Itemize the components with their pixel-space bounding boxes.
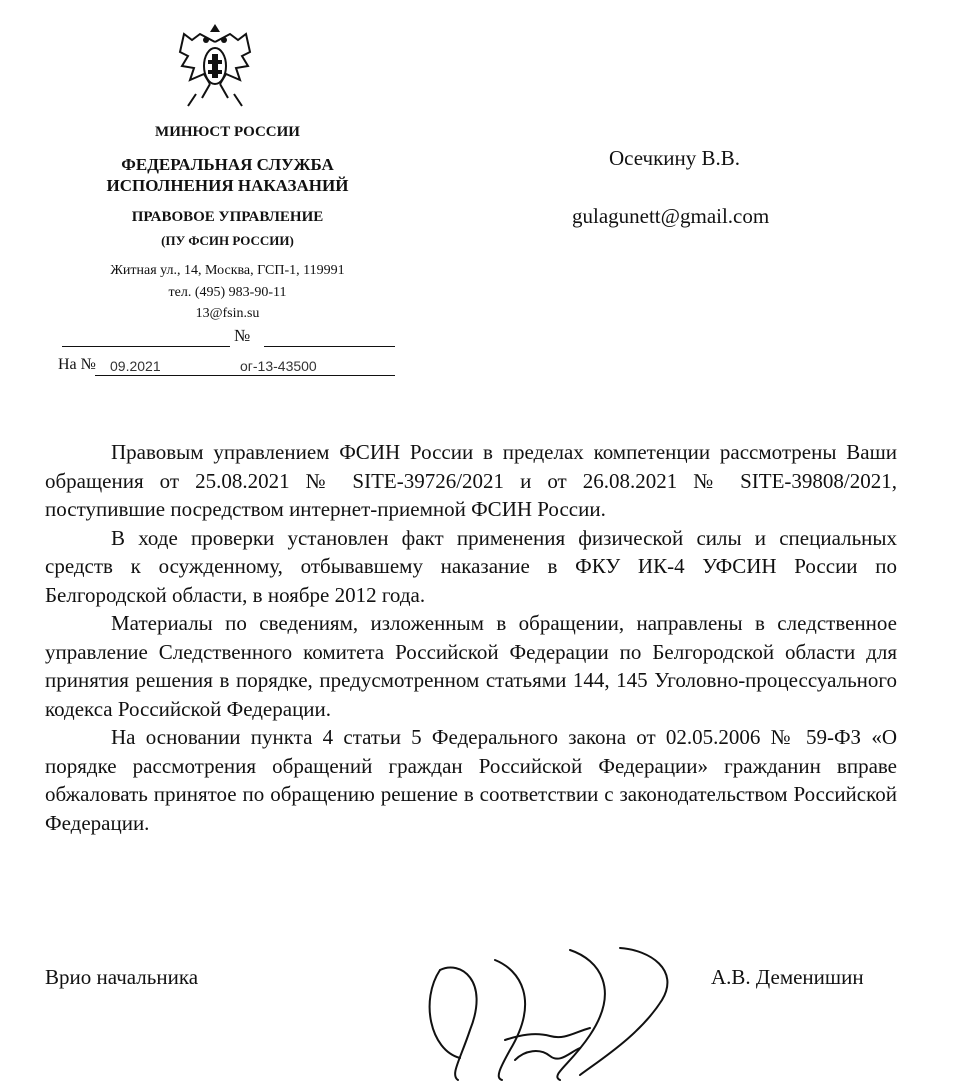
department-name: ПРАВОВОЕ УПРАВЛЕНИЕ xyxy=(131,209,324,225)
sender-email: 13@fsin.su xyxy=(195,306,260,321)
reference-number: ог-13-43500 xyxy=(240,358,317,374)
sender-address: Житная ул., 14, Москва, ГСП-1, 119991 xyxy=(110,263,345,278)
registration-number-sign: № xyxy=(234,326,251,345)
body-paragraph-2: В ходе проверки установлен факт применения физической силы и специальных средств к осужденному, отбывавшему наказание в ФКУ ИК-4 УФСИН России по Белгородской области, в ноябре 2012 года. xyxy=(45,525,897,607)
reference-underline xyxy=(95,375,395,376)
handwritten-signature-icon xyxy=(400,940,710,1085)
service-name xyxy=(40,154,415,196)
body-paragraph-3: Материалы по сведениям, изложенным в обращении, направлены в следственное управление Следственного комитета Российской Федерации по Белгородской области для принятия решения в порядке, предусмотренном статьями 144, 145 Уголовно-процессуального кодекса Российской Федерации. xyxy=(45,611,897,721)
signer-name: А.В. Деменишин xyxy=(711,965,864,989)
body-paragraph-4: На основании пункта 4 статьи 5 Федерального закона от 02.05.2006 № 59-ФЗ «О порядке рассмотрения обращений граждан Российской Федерации» гражданин вправе обжаловать принятое по обращению решение в соответствии с законодательством Российской Федерации. xyxy=(45,725,897,835)
letter-body xyxy=(45,438,897,837)
body-paragraph-1: Правовым управлением ФСИН России в пределах компетенции рассмотрены Ваши обращения от 25.08.2021 № SITE-39726/2021 и от 26.08.2021 № SITE-39808/2021, поступившие посредством интернет-приемной ФСИН России. xyxy=(45,440,897,521)
recipient-name: Осечкину В.В. xyxy=(609,146,741,170)
signer-title: Врио начальника xyxy=(45,965,199,989)
recipient-email: gulagunett@gmail.com xyxy=(572,204,770,228)
double-headed-eagle-emblem-icon xyxy=(170,22,260,112)
registration-date-blank xyxy=(62,346,230,347)
service-name-line1: ФЕДЕРАЛЬНАЯ СЛУЖБА xyxy=(121,155,334,174)
reference-date: 09.2021 xyxy=(110,358,161,374)
reference-label: На № xyxy=(58,356,96,373)
department-abbreviation: (ПУ ФСИН РОССИИ) xyxy=(161,233,294,248)
ministry-name: МИНЮСТ РОССИИ xyxy=(155,124,300,140)
registration-number-blank xyxy=(264,346,395,347)
service-name-line2: ИСПОЛНЕНИЯ НАКАЗАНИЙ xyxy=(106,176,349,195)
sender-phone: тел. (495) 983-90-11 xyxy=(168,285,287,300)
